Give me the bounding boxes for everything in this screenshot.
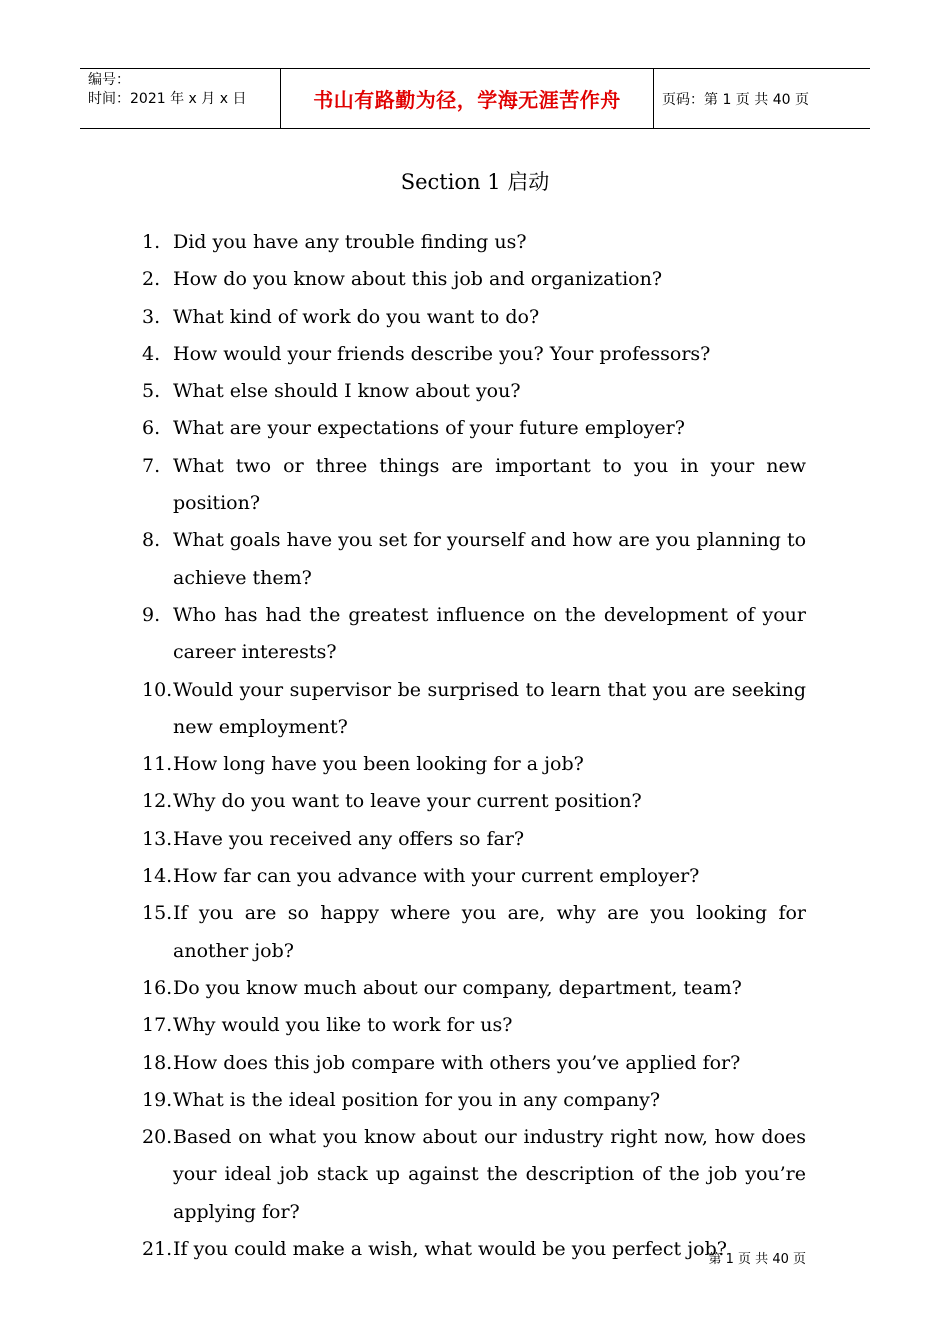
question-text: What two or three things are important to you in your new position? (173, 454, 806, 515)
question-item (142, 672, 806, 747)
question-text: What kind of work do you want to do? (173, 305, 540, 328)
question-number: 17. (142, 1014, 173, 1037)
header-meta (80, 69, 281, 128)
question-number: 11. (142, 753, 173, 776)
question-item (142, 1119, 806, 1231)
question-item (142, 448, 806, 523)
question-item (142, 1231, 806, 1268)
question-number: 13. (142, 827, 173, 850)
question-number: 21. (142, 1238, 173, 1261)
question-number: 9. (142, 603, 161, 626)
question-item (142, 522, 806, 597)
question-item (142, 410, 806, 447)
question-number: 20. (142, 1126, 173, 1149)
question-text: How does this job compare with others you’ve applied for? (173, 1051, 741, 1074)
question-number: 7. (142, 454, 161, 477)
header-page-info: 页码：第 1 页 共 40 页 (662, 91, 809, 108)
question-item (142, 783, 806, 820)
question-text: What goals have you set for yourself and how are you planning to achieve them? (173, 529, 807, 589)
question-text: What else should I know about you? (173, 380, 521, 403)
question-text: Do you know much about our company, department, team? (173, 976, 742, 999)
question-text: Why do you want to leave your current position? (173, 790, 642, 813)
question-text: Did you have any trouble finding us? (173, 231, 527, 253)
question-number: 4. (142, 342, 161, 365)
question-text: Based on what you know about our industry right now, how does your ideal job stack up against the description of the job you’re applying for? (173, 1126, 806, 1223)
question-number: 8. (142, 529, 161, 552)
question-number: 19. (142, 1088, 173, 1111)
question-item (142, 261, 806, 298)
question-list (142, 224, 806, 1268)
question-number: 3. (142, 305, 161, 328)
page-footer: 第 1 页 共 40 页 (708, 1252, 806, 1267)
document-date: 时间：2021 年 x 月 x 日 (88, 91, 247, 107)
question-text: Have you received any offers so far? (173, 827, 525, 850)
question-item (142, 336, 806, 373)
page-header (80, 68, 870, 129)
question-number: 18. (142, 1051, 173, 1074)
question-text: What are your expectations of your future employer? (173, 417, 685, 440)
question-number: 16. (142, 976, 173, 999)
question-number: 10. (142, 678, 173, 701)
section-title: Section 1 启动 (400, 170, 550, 194)
question-text: How do you know about this job and organization? (173, 268, 663, 291)
question-item (142, 1045, 806, 1082)
question-item (142, 597, 806, 672)
question-number: 2. (142, 268, 161, 291)
question-text: If you could make a wish, what would be you perfect job? (173, 1238, 727, 1261)
question-item (142, 373, 806, 410)
header-motto: 书山有路勤为径，学海无涯苦作舟 (281, 69, 654, 128)
question-text: What is the ideal position for you in any company? (173, 1088, 661, 1111)
document-number-label: 编号： (88, 72, 130, 88)
question-item (142, 1007, 806, 1044)
question-number: 15. (142, 902, 173, 925)
question-item (142, 821, 806, 858)
question-item (142, 746, 806, 783)
question-number: 6. (142, 417, 161, 440)
question-item (142, 224, 806, 261)
question-text: How long have you been looking for a job? (173, 753, 584, 776)
question-number: 12. (142, 790, 173, 813)
question-text: How would your friends describe you? Your professors? (173, 342, 711, 365)
question-number: 14. (142, 865, 173, 888)
question-item (142, 970, 806, 1007)
question-number: 1. (142, 231, 161, 253)
question-item (142, 299, 806, 336)
question-text: Who has had the greatest influence on the development of your career interests? (173, 603, 806, 664)
question-text: Would your supervisor be surprised to learn that you are seeking new employment? (173, 678, 806, 738)
question-item (142, 858, 806, 895)
question-text: Why would you like to work for us? (173, 1014, 513, 1037)
question-text: How far can you advance with your current employer? (173, 865, 700, 888)
question-text: If you are so happy where you are, why are you looking for another job? (173, 902, 806, 962)
question-item (142, 895, 806, 970)
question-number: 5. (142, 380, 161, 403)
question-item (142, 1082, 806, 1119)
